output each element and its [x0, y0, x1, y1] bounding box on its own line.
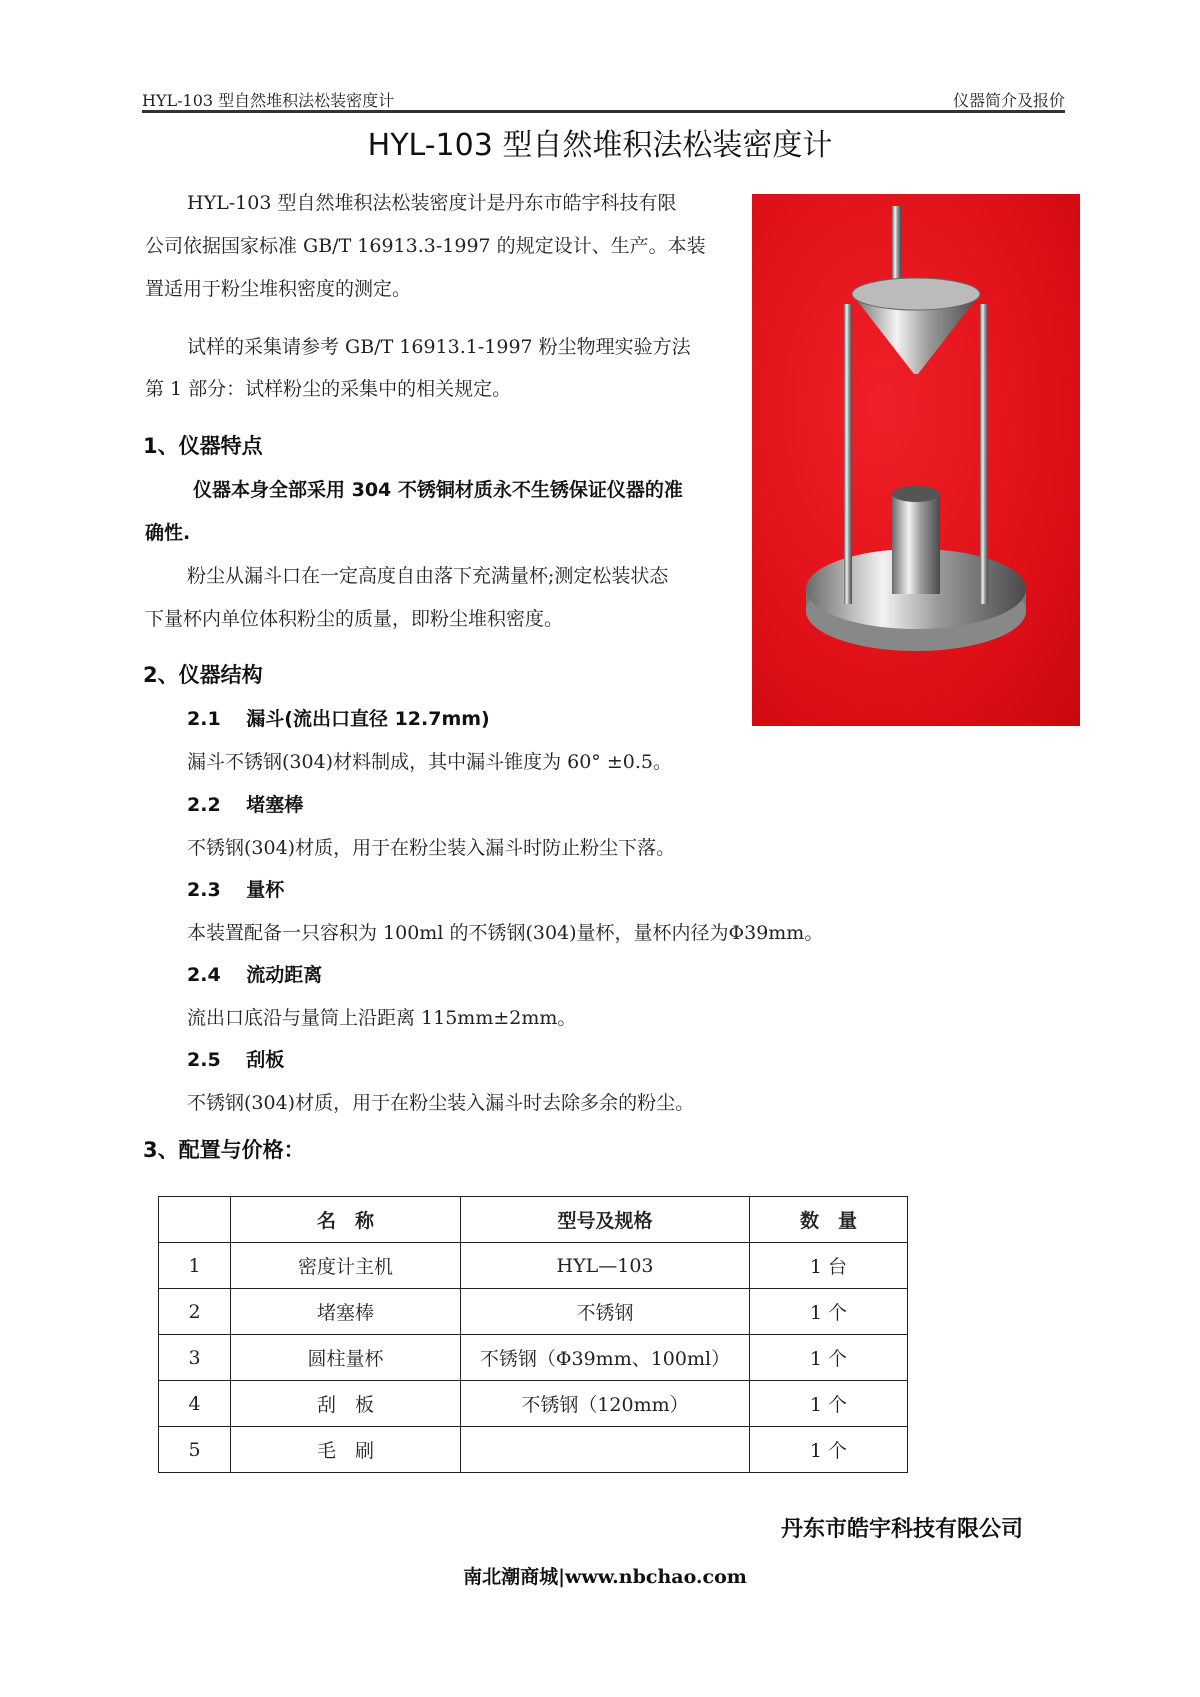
- cell-name: 圆柱量杯: [231, 1335, 461, 1381]
- item-title: 2.2 堵塞棒: [187, 794, 304, 816]
- cell-index: 1: [159, 1243, 231, 1289]
- intro-line: 置适用于粉尘堆积密度的测定。: [145, 278, 412, 300]
- page-title: HYL-103 型自然堆积法松装密度计: [367, 128, 833, 163]
- section1-bold-line: 仪器本身全部采用 304 不锈铜材质永不生锈保证仪器的准: [193, 479, 683, 501]
- cell-index: 2: [159, 1289, 231, 1335]
- item-text: 本装置配备一只容积为 100ml 的不锈钢(304)量杯，量杯内径为Φ39mm。: [187, 922, 824, 944]
- company-name: 丹东市皓宇科技有限公司: [780, 1517, 1023, 1542]
- item-title: 2.5 刮板: [187, 1049, 285, 1071]
- header-cell: 型号及规格: [461, 1197, 750, 1243]
- cell-name: 刮 板: [231, 1381, 461, 1427]
- table-header-row: [159, 1197, 908, 1243]
- intro-line: 第 1 部分：试样粉尘的采集中的相关规定。: [145, 378, 512, 400]
- table-row: [159, 1427, 908, 1473]
- item-text: 流出口底沿与量筒上沿距离 115mm±2mm。: [187, 1007, 577, 1029]
- header-cell: 名 称: [231, 1197, 461, 1243]
- cell-qty: 1 个: [750, 1427, 908, 1473]
- table-row: [159, 1289, 908, 1335]
- table-row: [159, 1381, 908, 1427]
- product-photo: [752, 194, 1080, 726]
- section3-heading: 3、配置与价格：: [143, 1138, 305, 1162]
- cell-name: 堵塞棒: [231, 1289, 461, 1335]
- cell-qty: 1 台: [750, 1243, 908, 1289]
- cell-name: 密度计主机: [231, 1243, 461, 1289]
- item-title: 2.3 量杯: [187, 879, 285, 901]
- item-title: 2.4 流动距离: [187, 964, 323, 986]
- cell-name: 毛 刷: [231, 1427, 461, 1473]
- cell-qty: 1 个: [750, 1335, 908, 1381]
- cell-qty: 1 个: [750, 1289, 908, 1335]
- header-rule: [142, 110, 1065, 113]
- table-row: [159, 1243, 908, 1289]
- header-right: 仪器简介及报价: [952, 91, 1065, 110]
- table-row: [159, 1335, 908, 1381]
- cell-spec: [461, 1427, 750, 1473]
- item-text: 不锈钢(304)材质，用于在粉尘装入漏斗时去除多余的粉尘。: [187, 1092, 695, 1114]
- intro-line: HYL-103 型自然堆积法松装密度计是丹东市皓宇科技有限: [187, 192, 677, 214]
- cell-spec: 不锈钢（Φ39mm、100ml）: [461, 1335, 750, 1381]
- header-left: HYL-103 型自然堆积法松装密度计: [142, 91, 395, 110]
- section2-heading: 2、仪器结构: [143, 663, 263, 687]
- item-text: 漏斗不锈钢(304)材料制成，其中漏斗锥度为 60° ±0.5。: [187, 751, 672, 773]
- cell-index: 3: [159, 1335, 231, 1381]
- cell-index: 5: [159, 1427, 231, 1473]
- section1-line: 下量杯内单位体积粉尘的质量，即粉尘堆积密度。: [145, 608, 564, 630]
- intro-line: 试样的采集请参考 GB/T 16913.1-1997 粉尘物理实验方法: [187, 336, 691, 358]
- cell-spec: 不锈钢: [461, 1289, 750, 1335]
- cell-spec: HYL—103: [461, 1243, 750, 1289]
- item-title: 2.1 漏斗(流出口直径 12.7mm): [187, 708, 490, 730]
- section1-heading: 1、仪器特点: [143, 434, 263, 458]
- section1-line: 粉尘从漏斗口在一定高度自由落下充满量杯;测定松装状态: [187, 565, 669, 587]
- intro-line: 公司依据国家标准 GB/T 16913.3-1997 的规定设计、生产。本装: [145, 235, 706, 257]
- footer-link[interactable]: 南北潮商城|www.nbchao.com: [463, 1566, 747, 1588]
- cell-spec: 不锈钢（120mm）: [461, 1381, 750, 1427]
- config-price-table: [158, 1196, 908, 1473]
- header-cell: 数 量: [750, 1197, 908, 1243]
- item-text: 不锈钢(304)材质，用于在粉尘装入漏斗时防止粉尘下落。: [187, 837, 676, 859]
- cell-index: 4: [159, 1381, 231, 1427]
- header-cell: [159, 1197, 231, 1243]
- section1-bold-line: 确性.: [145, 522, 191, 544]
- cell-qty: 1 个: [750, 1381, 908, 1427]
